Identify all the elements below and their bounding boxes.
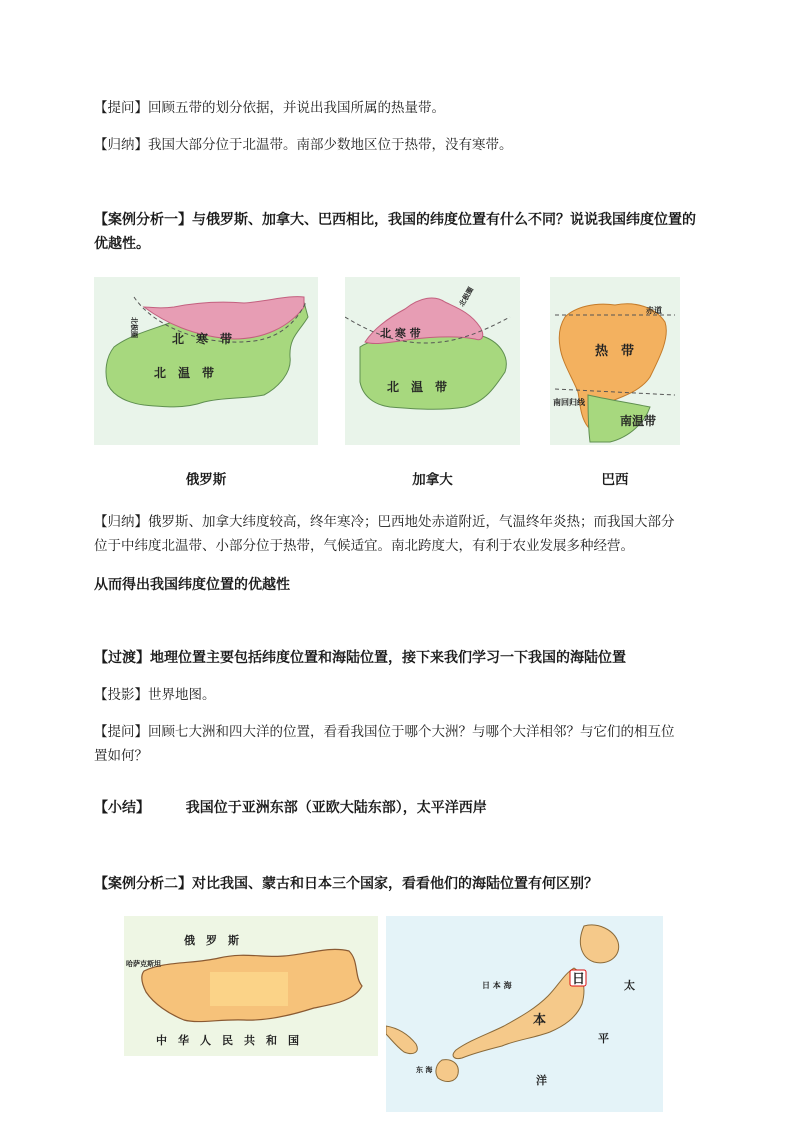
brazil-tropical-label: 热 带 [595, 344, 635, 359]
brazil-tropic-label: 南回归线 [553, 398, 585, 407]
pacific-tai-label: 太 [624, 979, 635, 992]
summary-latitude [94, 510, 706, 558]
brazil-caption: 巴西 [601, 472, 629, 488]
question-continents [94, 720, 706, 768]
japan-map [386, 916, 663, 1112]
conclusion-text: 我国位于亚洲东部（亚欧大陆东部），太平洋西岸 [185, 800, 487, 816]
projection: 【投影】世界地图。 [94, 687, 216, 703]
russia-north-temperate-label: 北 温 带 [154, 366, 215, 380]
case-analysis-one-line2: 优越性。 [94, 236, 150, 252]
canada-north-temperate-label: 北 温 带 [387, 380, 448, 394]
canada-map [345, 277, 520, 445]
east-china-sea-label: 东 海 [416, 1066, 433, 1074]
mongolia-kazakhstan-label: 哈萨克斯坦 [126, 960, 161, 968]
question-continents-line2: 置如何？ [94, 748, 148, 764]
japan-sea-label: 日 本 海 [482, 981, 512, 990]
japan-ri-label: 日 [572, 972, 586, 987]
japan-ben-label: 本 [533, 1013, 547, 1028]
case-analysis-one-line1: 【案例分析一】与俄罗斯、加拿大、巴西相比，我国的纬度位置有什么不同？说说我国纬度位置的 [94, 212, 696, 228]
summary-latitude-line1: 【归纳】俄罗斯、加拿大纬度较高，终年寒冷；巴西地处赤道附近，气温终年炎热；而我国大部分 [94, 514, 675, 530]
brazil-equator-label: 赤道 [646, 306, 662, 315]
canada-north-frigid-label: 北 寒 带 [380, 327, 421, 340]
brazil-map [550, 277, 680, 445]
canada-caption: 加拿大 [412, 472, 453, 488]
mongolia-map [124, 916, 378, 1056]
conclusion [94, 798, 487, 818]
pacific-yang-label: 洋 [536, 1074, 547, 1087]
russia-caption: 俄罗斯 [185, 472, 227, 488]
pacific-ping-label: 平 [598, 1032, 609, 1045]
question-zones: 【提问】回顾五带的划分依据，并说出我国所属的热量带。 [94, 100, 445, 116]
conclusion-tag: 【小结】 [94, 800, 150, 816]
summary-zones: 【归纳】我国大部分位于北温带。南部少数地区位于热带，没有寒带。 [94, 137, 513, 153]
mongolia-russia-label: 俄 罗 斯 [184, 934, 239, 947]
russia-north-frigid-label: 北 寒 带 [172, 332, 233, 346]
transition: 【过渡】地理位置主要包括纬度位置和海陆位置，接下来我们学习一下我国的海陆位置 [94, 650, 626, 666]
russia-map [94, 277, 318, 445]
canada-arctic-circle-label: 北极圈 [457, 285, 476, 308]
latitude-advantage: 从而得出我国纬度位置的优越性 [94, 577, 290, 593]
summary-latitude-line2: 位于中纬度北温带、小部分位于热带，气候适宜。南北跨度大，有利于农业发展多种经营。 [94, 538, 634, 554]
russia-arctic-circle-label: 北极圈 [130, 317, 138, 338]
case-analysis-two: 【案例分析二】对比我国、蒙古和日本三个国家，看看他们的海陆位置有何区别？ [94, 876, 598, 892]
brazil-south-temperate-label: 南温带 [620, 414, 657, 428]
mongolia-china-label: 中 华 人 民 共 和 国 [156, 1034, 299, 1047]
question-continents-line1: 【提问】回顾七大洲和四大洋的位置，看看我国位于哪个大洲？与哪个大洋相邻？与它们的相互位 [94, 724, 675, 740]
